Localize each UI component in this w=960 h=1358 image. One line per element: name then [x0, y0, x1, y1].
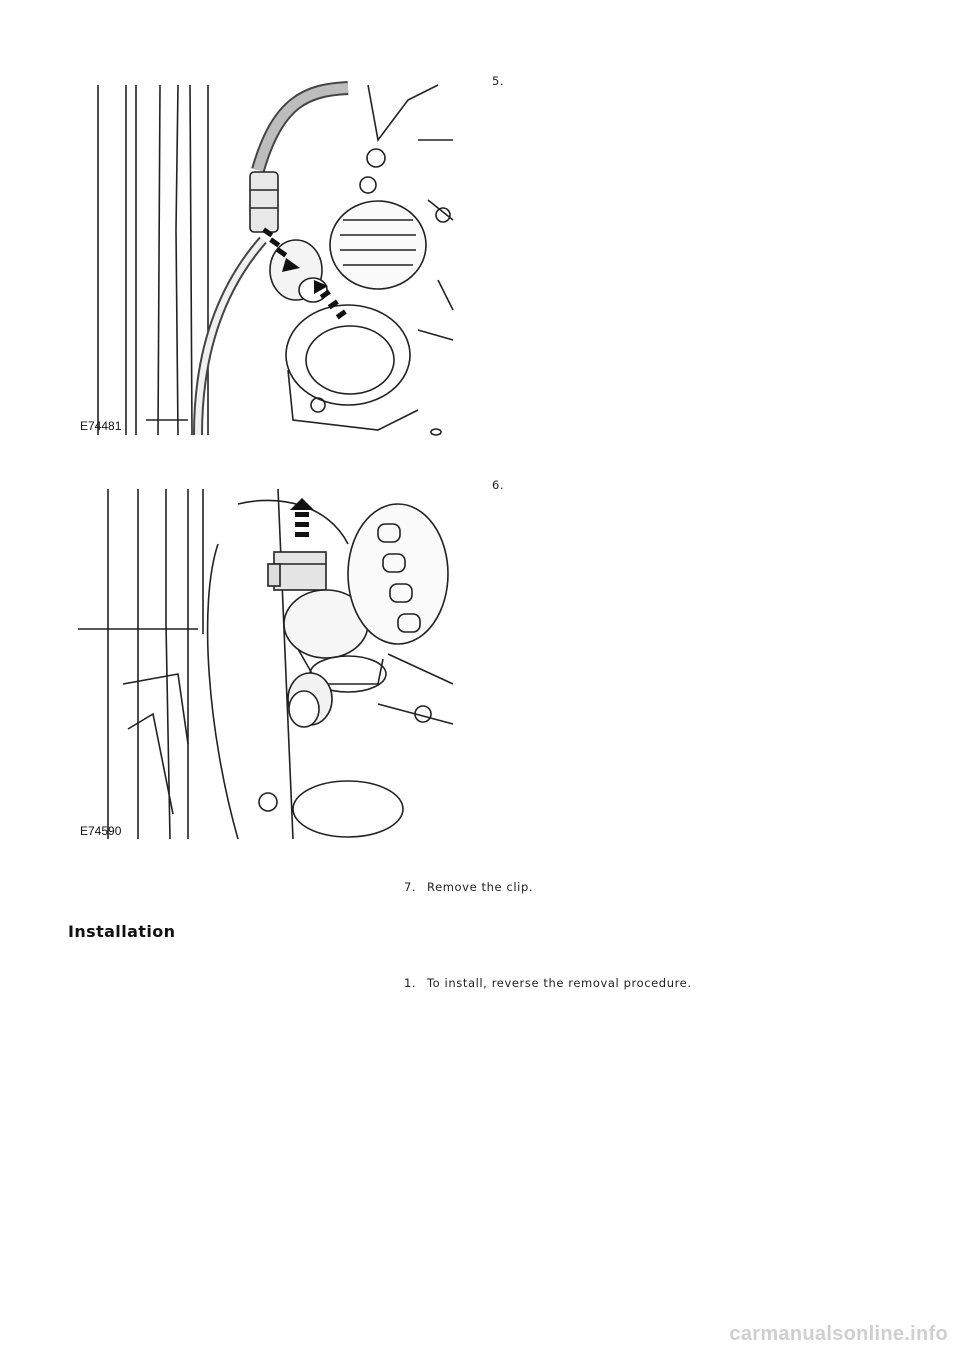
- figure-step-5: [78, 80, 458, 440]
- step-number-6: 6.: [492, 478, 505, 492]
- install-step-text-1: To install, reverse the removal procedure.: [427, 976, 692, 990]
- step-text-7: Remove the clip.: [427, 880, 534, 894]
- install-step-number-1: 1.: [404, 976, 417, 990]
- figure-step-6: [78, 484, 458, 842]
- engine-illustration-e74481: [78, 80, 458, 440]
- watermark: carmanualsonline.info: [729, 1323, 948, 1345]
- step-number-5: 5.: [492, 74, 505, 88]
- engine-illustration-e74590: [78, 484, 458, 842]
- section-title-installation: Installation: [68, 922, 176, 941]
- figure-label: E74590: [80, 824, 122, 838]
- step-number-7: 7.: [404, 880, 417, 894]
- figure-label: E74481: [80, 419, 122, 433]
